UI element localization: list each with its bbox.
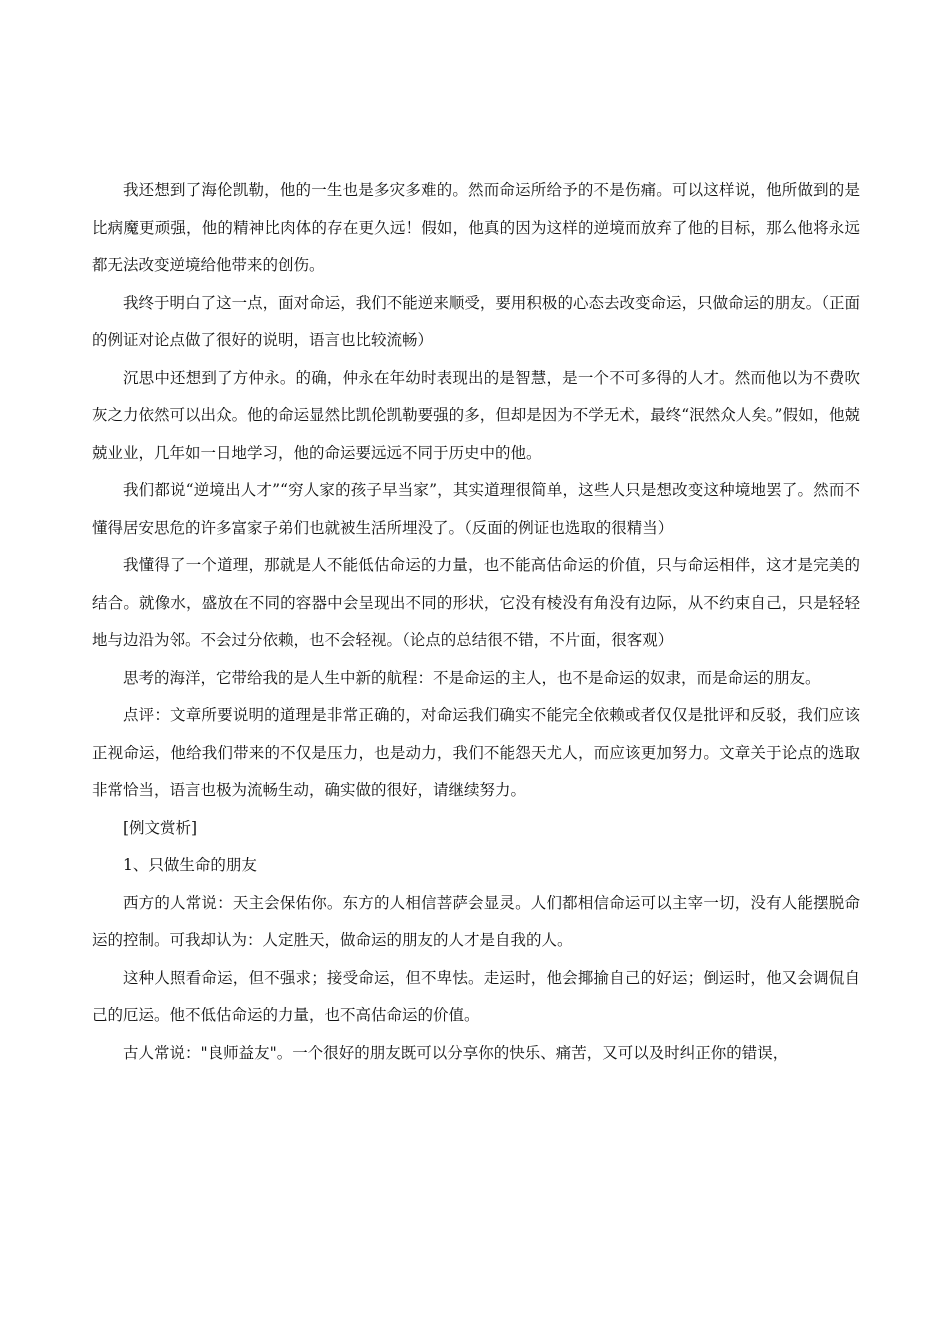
document-body xyxy=(92,172,860,1072)
paragraph-ancients: 古人常说："良师益友"。一个很好的朋友既可以分享你的快乐、痛苦，又可以及时纠正你的错误， xyxy=(123,1043,789,1062)
paragraph-helen-keller: 我还想到了海伦凯勒，他的一生也是多灾多难的。然而命运所给予的不是伤痛。可以这样说，他所做到的是比病魔更顽强，他的精神比肉体的存在更久远！假如，他真的因为这样的逆境而放弃了他的目标，那么他将永远都无法改变逆境给他带来的创伤。 xyxy=(92,181,860,274)
paragraph-ocean: 思考的海洋，它带给我的是人生中新的航程：不是命运的主人，也不是命运的奴隶，而是命运的朋友。 xyxy=(123,668,821,687)
section-heading-example: [例文赏析] xyxy=(123,818,198,837)
paragraph-review: 点评：文章所要说明的道理是非常正确的，对命运我们确实不能完全依赖或者仅仅是批评和反驳，我们应该正视命运，他给我们带来的不仅是压力，也是动力，我们不能怨天尤人，而应该更加努力。文章关于论点的选取非常恰当，语言也极为流畅生动，确实做的很好，请继续努力。 xyxy=(92,706,860,799)
paragraph-west-east: 西方的人常说：天主会保佑你。东方的人相信菩萨会显灵。人们都相信命运可以主宰一切，没有人能摆脱命运的控制。可我却认为：人定胜天，做命运的朋友的人才是自我的人。 xyxy=(92,893,860,949)
paragraph-such-people: 这种人照看命运，但不强求；接受命运，但不卑怯。走运时，他会揶揄自己的好运；倒运时，他又会调侃自己的厄运。他不低估命运的力量，也不高估命运的价值。 xyxy=(92,968,860,1024)
paragraph-adversity: 我们都说“逆境出人才”“穷人家的孩子早当家”，其实道理很简单，这些人只是想改变这种境地罢了。然而不懂得居安思危的许多富家子弟们也就被生活所埋没了。（反面的例证也选取的很精当） xyxy=(92,481,860,537)
paragraph-principle: 我懂得了一个道理，那就是人不能低估命运的力量，也不能高估命运的价值，只与命运相伴，这才是完美的结合。就像水，盛放在不同的容器中会呈现出不同的形状，它没有棱没有角没有边际，从不约束自己，只是轻轻地与边沿为邻。不会过分依赖，也不会轻视。（论点的总结很不错，不片面，很客观） xyxy=(92,556,860,649)
example-title: 1、只做生命的朋友 xyxy=(123,856,257,874)
paragraph-fang-zhongyong: 沉思中还想到了方仲永。的确，仲永在年幼时表现出的是智慧，是一个不可多得的人才。然而他以为不费吹灰之力依然可以出众。他的命运显然比凯伦凯勒要强的多，但却是因为不学无术，最终“泯然众人矣。”假如，他兢兢业业，几年如一日地学习，他的命运要远远不同于历史中的他。 xyxy=(92,368,860,462)
paragraph-realization: 我终于明白了这一点，面对命运，我们不能逆来顺受，要用积极的心态去改变命运，只做命运的朋友。（正面的例证对论点做了很好的说明，语言也比较流畅） xyxy=(92,293,860,349)
